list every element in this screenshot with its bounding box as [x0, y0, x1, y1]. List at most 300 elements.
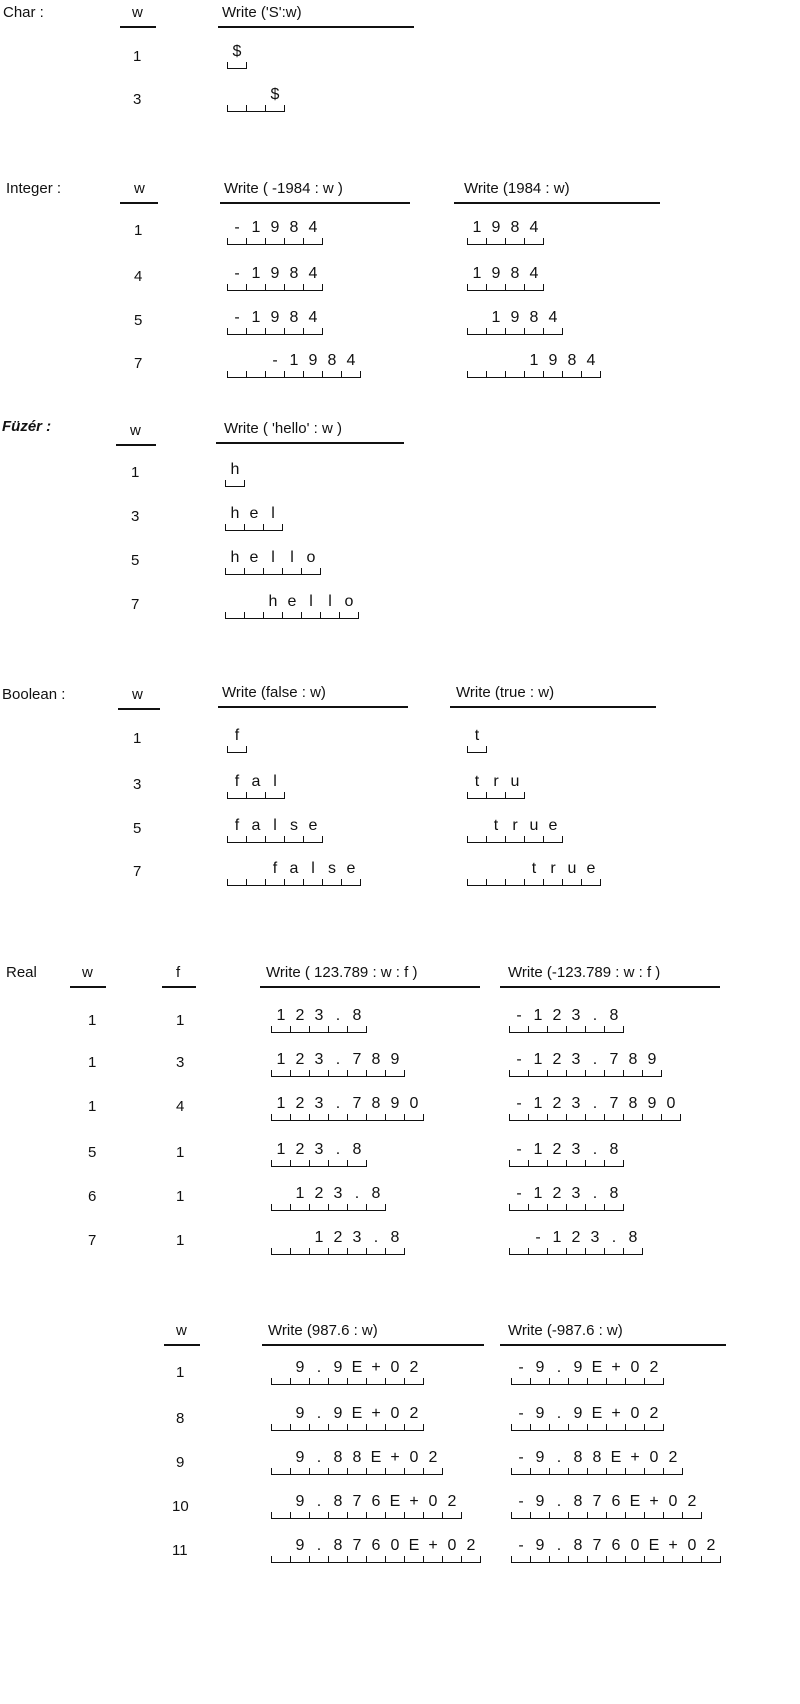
field-width-ruler	[228, 836, 323, 843]
ruler-tick	[366, 1114, 367, 1121]
output-char: +	[371, 1359, 381, 1376]
ruler-tick	[644, 1378, 645, 1385]
output-char: l	[309, 593, 313, 610]
ruler-tick	[271, 1468, 272, 1475]
output-char: .	[592, 1095, 598, 1112]
output-char: 4	[529, 219, 539, 236]
output-char: 1	[276, 1051, 286, 1068]
integer-row-w: 5	[134, 312, 143, 329]
output-char: 2	[649, 1405, 659, 1422]
real2-row-w: 1	[176, 1364, 185, 1381]
ruler-tick	[309, 1204, 310, 1211]
ruler-tick	[244, 568, 245, 575]
ruler-tick	[309, 1378, 310, 1385]
output-char: l	[311, 860, 315, 877]
ruler-tick	[467, 792, 468, 799]
ruler-tick	[328, 1248, 329, 1255]
ruler-tick	[328, 1026, 329, 1033]
ruler-tick	[265, 284, 266, 291]
boolean-section-title: Boolean :	[2, 686, 66, 703]
ruler-tick	[347, 1248, 348, 1255]
boolean-row-w: 1	[133, 730, 142, 747]
ruler-tick	[604, 1248, 605, 1255]
ruler-tick	[347, 1556, 348, 1563]
field-width-ruler	[228, 105, 285, 112]
output-char: 2	[552, 1095, 562, 1112]
field-width-ruler	[468, 371, 601, 378]
output-char: 8	[352, 1141, 362, 1158]
ruler-tick	[227, 746, 228, 753]
ruler-tick	[505, 879, 506, 886]
output-char: +	[390, 1449, 400, 1466]
output-char: 4	[548, 309, 558, 326]
output-char: .	[335, 1007, 341, 1024]
ruler-tick	[543, 836, 544, 843]
ruler-tick	[385, 1424, 386, 1431]
ruler-tick	[509, 1204, 510, 1211]
ruler-tick	[366, 1070, 367, 1077]
ruler-tick	[360, 371, 361, 378]
ruler-tick	[284, 792, 285, 799]
ruler-tick	[505, 284, 506, 291]
ruler-tick	[322, 836, 323, 843]
boolean-col-header-true: Write (true : w)	[456, 684, 555, 701]
output-char: 2	[552, 1051, 562, 1068]
ruler-tick	[227, 792, 228, 799]
output-char: .	[556, 1493, 562, 1510]
ruler-tick	[290, 1378, 291, 1385]
ruler-tick	[509, 1248, 510, 1255]
output-char: 2	[552, 1185, 562, 1202]
output-char: +	[428, 1537, 438, 1554]
output-char: .	[592, 1007, 598, 1024]
ruler-tick	[566, 1026, 567, 1033]
real2-row-w: 11	[172, 1542, 188, 1559]
string-col-header: Write ( 'hello' : w )	[224, 420, 342, 437]
output-char: 0	[447, 1537, 457, 1554]
output-char: 4	[308, 219, 318, 236]
real-row-f: 1	[176, 1188, 185, 1205]
output-char: .	[316, 1493, 322, 1510]
output-char: .	[316, 1405, 322, 1422]
ruler-tick	[585, 1026, 586, 1033]
output-char: 1	[314, 1229, 324, 1246]
output-char: -	[516, 1141, 522, 1158]
ruler-tick	[265, 371, 266, 378]
ruler-tick	[385, 1248, 386, 1255]
output-char: 9	[270, 309, 280, 326]
ruler-tick	[341, 371, 342, 378]
ruler-tick	[265, 836, 266, 843]
output-char: 6	[611, 1493, 621, 1510]
output-char: .	[335, 1141, 341, 1158]
ruler-tick	[625, 1556, 626, 1563]
ruler-tick	[366, 1204, 367, 1211]
real-row-w: 5	[88, 1144, 97, 1161]
ruler-tick	[511, 1424, 512, 1431]
ruler-tick	[404, 1424, 405, 1431]
output-char: 8	[567, 352, 577, 369]
ruler-tick	[547, 1026, 548, 1033]
ruler-tick	[530, 1378, 531, 1385]
ruler-tick	[284, 328, 285, 335]
field-width-ruler	[512, 1378, 664, 1385]
ruler-tick	[644, 1468, 645, 1475]
output-char: +	[649, 1493, 659, 1510]
ruler-tick	[320, 568, 321, 575]
ruler-tick	[680, 1114, 681, 1121]
ruler-tick	[284, 238, 285, 245]
ruler-tick	[328, 1556, 329, 1563]
ruler-tick	[524, 238, 525, 245]
output-char: -	[234, 265, 240, 282]
ruler-tick	[585, 1204, 586, 1211]
output-char: 9	[270, 265, 280, 282]
ruler-tick	[290, 1424, 291, 1431]
output-char: 2	[552, 1141, 562, 1158]
field-width-ruler	[512, 1556, 721, 1563]
output-char: 9	[535, 1359, 545, 1376]
ruler-tick	[303, 328, 304, 335]
field-width-ruler	[272, 1512, 462, 1519]
ruler-tick	[505, 792, 506, 799]
output-char: 8	[628, 1229, 638, 1246]
output-char: o	[306, 549, 316, 566]
ruler-tick	[328, 1070, 329, 1077]
ruler-tick	[604, 1114, 605, 1121]
output-char: 9	[535, 1537, 545, 1554]
output-char: -	[234, 219, 240, 236]
ruler-tick	[663, 1512, 664, 1519]
ruler-tick	[358, 612, 359, 619]
integer-w-underline	[120, 202, 158, 204]
boolean-col-underline-true	[450, 706, 656, 708]
ruler-tick	[366, 1556, 367, 1563]
ruler-tick	[303, 879, 304, 886]
output-char: 1	[276, 1095, 286, 1112]
ruler-tick	[587, 1378, 588, 1385]
ruler-tick	[246, 879, 247, 886]
ruler-tick	[625, 1512, 626, 1519]
ruler-tick	[486, 746, 487, 753]
ruler-tick	[549, 1468, 550, 1475]
field-width-ruler	[272, 1160, 367, 1167]
output-char: 3	[571, 1185, 581, 1202]
output-char: .	[556, 1537, 562, 1554]
ruler-tick	[524, 371, 525, 378]
ruler-tick	[301, 612, 302, 619]
field-width-ruler	[228, 284, 323, 291]
output-char: 8	[352, 1449, 362, 1466]
output-char: .	[354, 1185, 360, 1202]
output-char: .	[335, 1095, 341, 1112]
ruler-tick	[309, 1468, 310, 1475]
field-width-ruler	[272, 1378, 424, 1385]
output-char: 9	[295, 1405, 305, 1422]
ruler-tick	[284, 371, 285, 378]
output-char: r	[512, 817, 518, 834]
ruler-tick	[290, 1248, 291, 1255]
ruler-tick	[480, 1556, 481, 1563]
ruler-tick	[290, 1468, 291, 1475]
real-w-header: w	[82, 964, 93, 981]
ruler-tick	[568, 1424, 569, 1431]
ruler-tick	[328, 1512, 329, 1519]
ruler-tick	[467, 836, 468, 843]
output-char: .	[373, 1229, 379, 1246]
output-char: 0	[390, 1537, 400, 1554]
output-char: .	[592, 1051, 598, 1068]
output-char: 2	[295, 1141, 305, 1158]
output-char: 0	[668, 1493, 678, 1510]
field-width-ruler	[468, 792, 525, 799]
string-w-underline	[116, 444, 156, 446]
output-char: 3	[571, 1007, 581, 1024]
ruler-tick	[309, 1026, 310, 1033]
ruler-tick	[524, 836, 525, 843]
ruler-tick	[701, 1556, 702, 1563]
real-f-underline	[162, 986, 196, 988]
char-w-underline	[120, 26, 156, 28]
output-char: 0	[409, 1449, 419, 1466]
ruler-tick	[524, 284, 525, 291]
ruler-tick	[309, 1114, 310, 1121]
ruler-tick	[530, 1424, 531, 1431]
output-char: $	[270, 86, 280, 103]
real-row-f: 3	[176, 1054, 185, 1071]
ruler-tick	[309, 1070, 310, 1077]
output-char: 7	[609, 1095, 619, 1112]
output-char: 4	[529, 265, 539, 282]
field-width-ruler	[272, 1248, 405, 1255]
ruler-tick	[284, 836, 285, 843]
output-char: o	[344, 593, 354, 610]
output-char: .	[592, 1185, 598, 1202]
field-width-ruler	[468, 328, 563, 335]
ruler-tick	[581, 879, 582, 886]
string-row-w: 7	[131, 596, 140, 613]
ruler-tick	[566, 1114, 567, 1121]
output-char: 8	[352, 1007, 362, 1024]
output-char: s	[328, 860, 336, 877]
ruler-tick	[566, 1248, 567, 1255]
output-char: 2	[687, 1493, 697, 1510]
output-char: E	[370, 1449, 382, 1466]
ruler-tick	[524, 328, 525, 335]
ruler-tick	[604, 1204, 605, 1211]
ruler-tick	[604, 1026, 605, 1033]
ruler-tick	[322, 879, 323, 886]
ruler-tick	[625, 1468, 626, 1475]
char-row-w: 3	[133, 91, 142, 108]
output-char: e	[308, 817, 318, 834]
output-char: 9	[491, 265, 501, 282]
ruler-tick	[303, 836, 304, 843]
output-char: 8	[333, 1493, 343, 1510]
output-char: l	[290, 549, 294, 566]
ruler-tick	[328, 1378, 329, 1385]
ruler-tick	[246, 746, 247, 753]
ruler-tick	[604, 1160, 605, 1167]
field-width-ruler	[228, 371, 361, 378]
ruler-tick	[606, 1512, 607, 1519]
ruler-tick	[585, 1070, 586, 1077]
ruler-tick	[282, 568, 283, 575]
output-char: 9	[270, 219, 280, 236]
field-width-ruler	[510, 1026, 624, 1033]
ruler-tick	[568, 1378, 569, 1385]
output-char: E	[591, 1359, 603, 1376]
output-char: 3	[314, 1007, 324, 1024]
ruler-tick	[486, 371, 487, 378]
output-char: 8	[573, 1493, 583, 1510]
output-char: 8	[289, 309, 299, 326]
output-char: $	[232, 43, 242, 60]
output-char: 9	[548, 352, 558, 369]
ruler-tick	[265, 792, 266, 799]
output-char: 8	[628, 1095, 638, 1112]
output-char: 1	[251, 219, 261, 236]
ruler-tick	[442, 1468, 443, 1475]
char-w-header: w	[132, 4, 143, 21]
real-row-w: 1	[88, 1098, 97, 1115]
ruler-tick	[587, 1468, 588, 1475]
output-char: 8	[573, 1449, 583, 1466]
field-width-ruler	[272, 1424, 424, 1431]
output-char: 9	[535, 1493, 545, 1510]
ruler-tick	[366, 1512, 367, 1519]
ruler-tick	[290, 1204, 291, 1211]
ruler-tick	[284, 105, 285, 112]
real2-row-w: 9	[176, 1454, 185, 1471]
field-width-ruler	[226, 524, 283, 531]
ruler-tick	[263, 612, 264, 619]
output-char: 9	[573, 1359, 583, 1376]
output-char: 1	[472, 265, 482, 282]
output-char: f	[272, 860, 278, 877]
field-width-ruler	[228, 792, 285, 799]
output-char: 2	[409, 1359, 419, 1376]
output-char: +	[611, 1359, 621, 1376]
output-char: r	[550, 860, 556, 877]
ruler-tick	[587, 1512, 588, 1519]
output-char: 8	[371, 1095, 381, 1112]
real-row-w: 1	[88, 1054, 97, 1071]
output-char: 8	[609, 1141, 619, 1158]
ruler-tick	[227, 105, 228, 112]
ruler-tick	[360, 879, 361, 886]
ruler-tick	[404, 1468, 405, 1475]
ruler-tick	[511, 1556, 512, 1563]
output-char: e	[586, 860, 596, 877]
output-char: 0	[428, 1493, 438, 1510]
output-char: 9	[295, 1493, 305, 1510]
output-char: 1	[533, 1007, 543, 1024]
ruler-tick	[290, 1512, 291, 1519]
ruler-tick	[467, 879, 468, 886]
boolean-w-underline	[118, 708, 160, 710]
real-row-f: 4	[176, 1098, 185, 1115]
ruler-tick	[309, 1424, 310, 1431]
field-width-ruler	[510, 1248, 643, 1255]
ruler-tick	[423, 1114, 424, 1121]
field-width-ruler	[272, 1556, 481, 1563]
ruler-tick	[246, 371, 247, 378]
ruler-tick	[265, 879, 266, 886]
output-char: e	[249, 505, 259, 522]
integer-col-header-pos: Write (1984 : w)	[464, 180, 570, 197]
output-char: 1	[533, 1095, 543, 1112]
real2-col-underline-neg	[500, 1344, 726, 1346]
output-char: .	[335, 1051, 341, 1068]
ruler-tick	[290, 1070, 291, 1077]
ruler-tick	[271, 1026, 272, 1033]
ruler-tick	[328, 1204, 329, 1211]
ruler-tick	[568, 1556, 569, 1563]
ruler-tick	[568, 1512, 569, 1519]
output-char: h	[230, 505, 240, 522]
real-section-title: Real	[6, 964, 37, 981]
ruler-tick	[366, 1378, 367, 1385]
ruler-tick	[404, 1512, 405, 1519]
output-char: 8	[390, 1229, 400, 1246]
ruler-tick	[322, 238, 323, 245]
ruler-tick	[528, 1160, 529, 1167]
ruler-tick	[322, 371, 323, 378]
ruler-tick	[246, 836, 247, 843]
ruler-tick	[442, 1556, 443, 1563]
ruler-tick	[511, 1468, 512, 1475]
ruler-tick	[682, 1512, 683, 1519]
ruler-tick	[347, 1026, 348, 1033]
ruler-tick	[347, 1204, 348, 1211]
ruler-tick	[423, 1556, 424, 1563]
ruler-tick	[461, 1512, 462, 1519]
output-char: 2	[552, 1007, 562, 1024]
output-char: 0	[630, 1405, 640, 1422]
output-char: 0	[409, 1095, 419, 1112]
ruler-tick	[585, 1114, 586, 1121]
field-width-ruler	[468, 284, 544, 291]
ruler-tick	[290, 1160, 291, 1167]
ruler-tick	[663, 1556, 664, 1563]
field-width-ruler	[512, 1424, 664, 1431]
output-char: -	[518, 1493, 524, 1510]
ruler-tick	[227, 62, 228, 69]
output-char: 8	[371, 1185, 381, 1202]
ruler-tick	[585, 1248, 586, 1255]
boolean-w-header: w	[132, 686, 143, 703]
ruler-tick	[625, 1378, 626, 1385]
output-char: 7	[352, 1493, 362, 1510]
real2-w-underline	[164, 1344, 200, 1346]
output-char: h	[230, 549, 240, 566]
boolean-row-w: 7	[133, 863, 142, 880]
output-char: +	[630, 1449, 640, 1466]
ruler-tick	[423, 1468, 424, 1475]
real2-col-underline-pos	[262, 1344, 484, 1346]
output-char: E	[629, 1493, 641, 1510]
output-char: h	[230, 461, 240, 478]
ruler-tick	[263, 524, 264, 531]
output-char: 2	[706, 1537, 716, 1554]
output-char: e	[548, 817, 558, 834]
ruler-tick	[303, 371, 304, 378]
ruler-tick	[271, 1160, 272, 1167]
output-char: 8	[609, 1007, 619, 1024]
output-char: 9	[647, 1051, 657, 1068]
output-char: .	[556, 1359, 562, 1376]
